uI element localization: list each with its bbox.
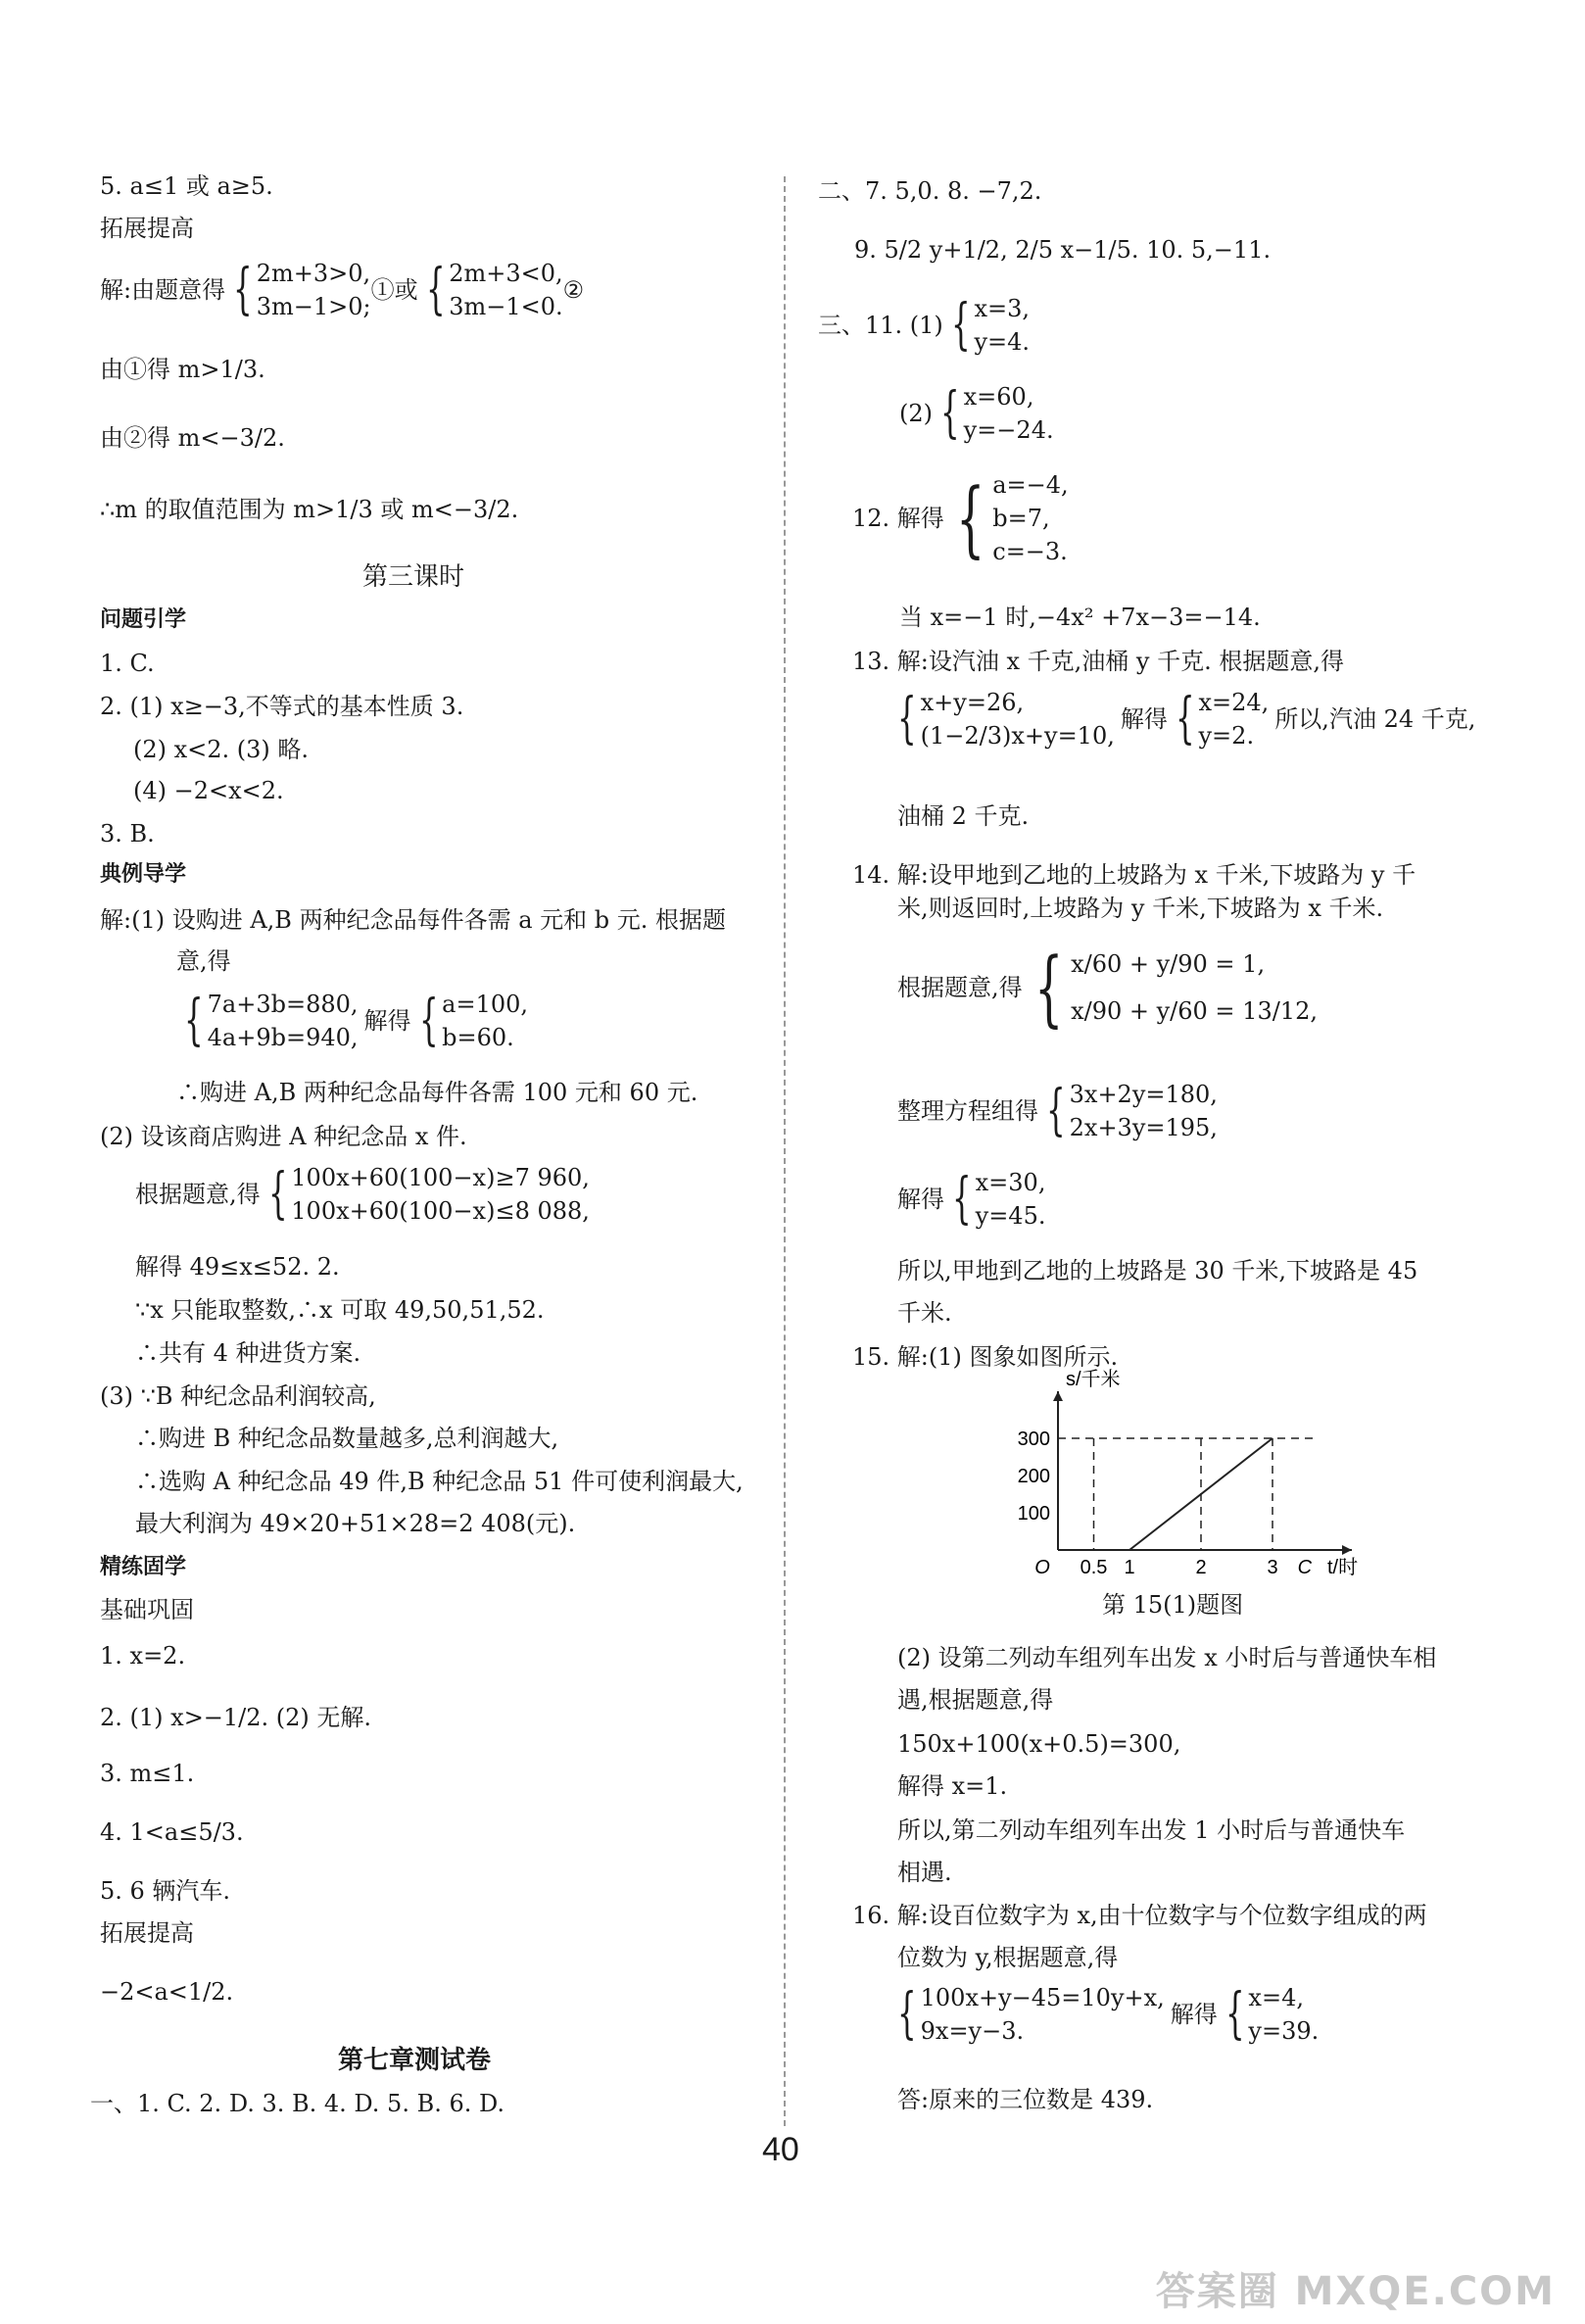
brace-icon: { xyxy=(233,258,253,321)
circle-2: ② xyxy=(562,276,585,304)
d11: 最大利润为 49×20+51×28=2 408(元). xyxy=(135,1510,576,1537)
r15: 所以,甲地到乙地的上坡路是 30 千米,下坡路是 45 xyxy=(897,1257,1418,1284)
example-system-row xyxy=(176,988,528,1054)
eq: 100x+y−45=10y+x, xyxy=(920,1984,1165,2011)
d1: 解:(1) 设购进 A,B 两种纪念品每件各需 a 元和 b 元. 根据题 xyxy=(100,906,727,934)
heading-jinglian: 精练固学 xyxy=(100,1555,187,1579)
brace-icon: { xyxy=(267,1162,288,1226)
eq: 4a+9b=940, xyxy=(207,1024,359,1051)
column-divider xyxy=(784,176,786,2126)
brace-icon: { xyxy=(1175,687,1195,750)
eq: x=30, xyxy=(975,1169,1046,1196)
brace-icon: { xyxy=(955,470,985,566)
x-tick-label: C xyxy=(1297,1557,1313,1578)
r21: 解得 x=1. xyxy=(897,1772,1008,1800)
system-13a xyxy=(921,686,1115,752)
r2: 9. 5/2 y+1/2, 2/5 x−1/5. 10. 5,−11. xyxy=(854,236,1272,264)
d2: ∴购进 A,B 两种纪念品每件各需 100 元和 60 元. xyxy=(176,1079,698,1106)
d9: ∴购进 B 种纪念品数量越多,总利润越大, xyxy=(135,1425,559,1452)
r23: 相遇. xyxy=(897,1859,952,1886)
system-12 xyxy=(992,468,1068,568)
eq: b=60. xyxy=(442,1024,514,1051)
r1: 二、7. 5,0. 8. −7,2. xyxy=(818,177,1042,205)
brace-icon: { xyxy=(184,989,204,1052)
q3: 3. B. xyxy=(100,820,155,847)
q11-2-label: (2) xyxy=(899,400,933,427)
eq: a=100, xyxy=(442,991,529,1018)
d3: (2) 设该商店购进 A 种纪念品 x 件. xyxy=(100,1123,467,1150)
eq: x=4, xyxy=(1248,1984,1304,2011)
q14c-row xyxy=(897,1166,1045,1233)
r18: (2) 设第二列动车组列车出发 x 小时后与普通快车相 xyxy=(897,1644,1437,1671)
d1b: 意,得 xyxy=(176,947,231,975)
line-from-2: 由②得 m<−3/2. xyxy=(100,424,285,452)
system-14a xyxy=(1071,941,1318,1035)
distance-time-graph xyxy=(1009,1369,1359,1579)
section-tuozhan: 拓展提高 xyxy=(100,215,194,242)
d7: ∴共有 4 种进货方案. xyxy=(135,1339,361,1367)
brace-icon: { xyxy=(952,1167,972,1231)
brace-icon: { xyxy=(1046,1079,1066,1142)
eq: y=4. xyxy=(974,328,1031,356)
brace-icon: { xyxy=(897,687,917,750)
system-c xyxy=(208,988,359,1054)
q11-1-row xyxy=(818,292,1030,359)
brace-icon: { xyxy=(1033,940,1064,1036)
brace-icon: { xyxy=(950,293,971,357)
eq: 2m+3>0, xyxy=(256,260,371,287)
r27: 答:原来的三位数是 439. xyxy=(897,2086,1154,2113)
x-tick-label: 2 xyxy=(1195,1557,1207,1578)
d5: 解得 49≤x≤52. 2. xyxy=(135,1253,340,1281)
eq: 3m−1>0; xyxy=(256,293,371,320)
q13-row xyxy=(889,686,1475,752)
system-b xyxy=(449,257,562,323)
inequality-system-row xyxy=(135,1161,590,1228)
q16-row xyxy=(889,1981,1319,2048)
solve-text: 解得 xyxy=(363,1007,411,1035)
q12-label: 12. 解得 xyxy=(852,505,944,532)
test-answers-1: 一、1. C. 2. D. 3. B. 4. D. 5. B. 6. D. xyxy=(90,2090,505,2117)
eq: 7a+3b=880, xyxy=(207,991,359,1018)
x-tick-label: 3 xyxy=(1267,1557,1278,1578)
y-axis-label: s/千米 xyxy=(1066,1369,1121,1390)
system-a xyxy=(257,257,371,323)
y-axis-arrow-icon xyxy=(1053,1391,1063,1401)
r20: 150x+100(x+0.5)=300, xyxy=(897,1730,1181,1758)
x-tick-label: 1 xyxy=(1124,1557,1135,1578)
x-axis-label: t/时 xyxy=(1327,1557,1359,1578)
brace-icon: { xyxy=(1225,1982,1245,2046)
r19: 遇,根据题意,得 xyxy=(897,1686,1054,1714)
r25: 位数为 y,根据题意,得 xyxy=(897,1944,1119,1971)
q2c: (4) −2<x<2. xyxy=(133,777,284,804)
j2: 2. (1) x>−1/2. (2) 无解. xyxy=(100,1704,372,1731)
system-16a xyxy=(921,1981,1165,2048)
system-d xyxy=(442,988,528,1054)
line-from-1: 由①得 m>1/3. xyxy=(100,356,265,383)
eq: x/60 + y/90 = 1, xyxy=(1071,950,1266,978)
eq: x=24, xyxy=(1198,689,1270,716)
q12-row xyxy=(852,468,1069,568)
reorganize-text: 整理方程组得 xyxy=(897,1097,1038,1125)
r9: 油桶 2 千克. xyxy=(897,802,1030,830)
q11-2-row xyxy=(899,380,1054,447)
r22: 所以,第二列动车组列车出发 1 小时后与普通快车 xyxy=(897,1816,1406,1844)
t1: −2<a<1/2. xyxy=(100,1978,234,2006)
eq: y=45. xyxy=(975,1202,1046,1230)
eq: 100x+60(100−x)≥7 960, xyxy=(291,1164,590,1191)
r10: 14. 解:设甲地到乙地的上坡路为 x 千米,下坡路为 y 千 xyxy=(852,861,1417,889)
j3: 3. m≤1. xyxy=(100,1760,195,1787)
eq: b=7, xyxy=(992,505,1050,532)
solve-text: 解得 xyxy=(1170,2001,1218,2028)
heading-jichu: 基础巩固 xyxy=(100,1596,194,1623)
x-axis-arrow-icon xyxy=(1342,1545,1352,1555)
system-16b xyxy=(1248,1981,1319,2048)
eq: x+y=26, xyxy=(920,689,1025,716)
eq: 100x+60(100−x)≤8 088, xyxy=(291,1197,590,1225)
r17: 15. 解:(1) 图象如图所示. xyxy=(852,1343,1119,1371)
solution-prefix: 解:由题意得 xyxy=(100,276,226,304)
eq: 3m−1<0. xyxy=(449,293,563,320)
j5: 5. 6 辆汽车. xyxy=(100,1877,231,1905)
eq: 2m+3<0, xyxy=(449,260,563,287)
system-14b xyxy=(1070,1078,1218,1144)
eq: c=−3. xyxy=(992,538,1068,565)
eq: x/90 + y/60 = 13/12, xyxy=(1071,997,1318,1025)
d6: ∵x 只能取整数,∴x 可取 49,50,51,52. xyxy=(135,1296,545,1324)
watermark-logo: 答案圈 MXQE.COM xyxy=(1155,2269,1556,2314)
eq: 3x+2y=180, xyxy=(1069,1081,1218,1108)
eq: y=−24. xyxy=(963,416,1054,444)
eq: y=2. xyxy=(1198,722,1255,750)
x-tick-label: 0.5 xyxy=(1080,1557,1108,1578)
d10: ∴选购 A 种纪念品 49 件,B 种纪念品 51 件可使利润最大, xyxy=(135,1468,744,1495)
system-e xyxy=(291,1161,590,1228)
system-14c xyxy=(976,1166,1046,1233)
brace-icon: { xyxy=(425,258,446,321)
eq: a=−4, xyxy=(992,471,1069,499)
answer-5: 5. a≤1 或 a≥5. xyxy=(100,172,273,200)
test-title: 第七章测试卷 xyxy=(338,2046,492,2075)
solve-text: 解得 xyxy=(897,1186,944,1213)
system-13b xyxy=(1199,686,1270,752)
solution-system-row xyxy=(100,257,584,323)
brace-icon: { xyxy=(897,1982,917,2046)
q1: 1. C. xyxy=(100,650,155,677)
conclusion-13: 所以,汽油 24 千克, xyxy=(1274,705,1476,733)
brace-icon: { xyxy=(418,989,439,1052)
y-tick-label: 100 xyxy=(1017,1503,1050,1525)
y-tick-label: 300 xyxy=(1017,1428,1050,1450)
r24: 16. 解:设百位数字为 x,由十位数字与个位数字组成的两 xyxy=(852,1902,1427,1929)
eq: 9x=y−3. xyxy=(920,2017,1025,2045)
system-11b xyxy=(964,380,1054,447)
q14-row xyxy=(897,941,1318,1035)
eq: y=39. xyxy=(1248,2017,1320,2045)
r6: 当 x=−1 时,−4x² +7x−3=−14. xyxy=(899,604,1261,631)
j4: 4. 1<a≤5/3. xyxy=(100,1818,244,1846)
j1: 1. x=2. xyxy=(100,1642,186,1670)
heading-dianli: 典例导学 xyxy=(100,862,187,887)
r16: 千米. xyxy=(897,1299,952,1327)
brace-icon: { xyxy=(940,381,960,445)
eq: 2x+3y=195, xyxy=(1069,1114,1218,1141)
d8: (3) ∵B 种纪念品利润较高, xyxy=(100,1382,376,1410)
heading-wenti: 问题引学 xyxy=(100,607,187,632)
origin-label: O xyxy=(1034,1557,1050,1578)
lesson-title: 第三课时 xyxy=(362,562,465,592)
y-tick-label: 200 xyxy=(1017,1466,1050,1487)
q14b-row xyxy=(897,1078,1218,1144)
heading-tuozhan-2: 拓展提高 xyxy=(100,1919,194,1947)
r7: 13. 解:设汽油 x 千克,油桶 y 千克. 根据题意,得 xyxy=(852,648,1345,675)
system-11a xyxy=(974,292,1030,359)
q2: 2. (1) x≥−3,不等式的基本性质 3. xyxy=(100,693,464,720)
graph-caption: 第 15(1)题图 xyxy=(1102,1591,1244,1619)
according-text: 根据题意,得 xyxy=(897,974,1023,1001)
r11: 米,则返回时,上坡路为 y 千米,下坡路为 x 千米. xyxy=(897,895,1384,922)
q11-label: 三、11. (1) xyxy=(818,312,943,339)
or-text: ①或 xyxy=(370,276,418,304)
range-conclusion: ∴m 的取值范围为 m>1/3 或 m<−3/2. xyxy=(100,496,519,523)
page-number: 40 xyxy=(762,2131,799,2168)
solve-text: 解得 xyxy=(1120,705,1168,733)
q2b: (2) x<2. (3) 略. xyxy=(133,736,310,763)
according-text: 根据题意,得 xyxy=(135,1181,261,1208)
eq: x=60, xyxy=(963,383,1034,411)
eq: (1−2/3)x+y=10, xyxy=(920,722,1115,750)
eq: x=3, xyxy=(974,295,1030,322)
